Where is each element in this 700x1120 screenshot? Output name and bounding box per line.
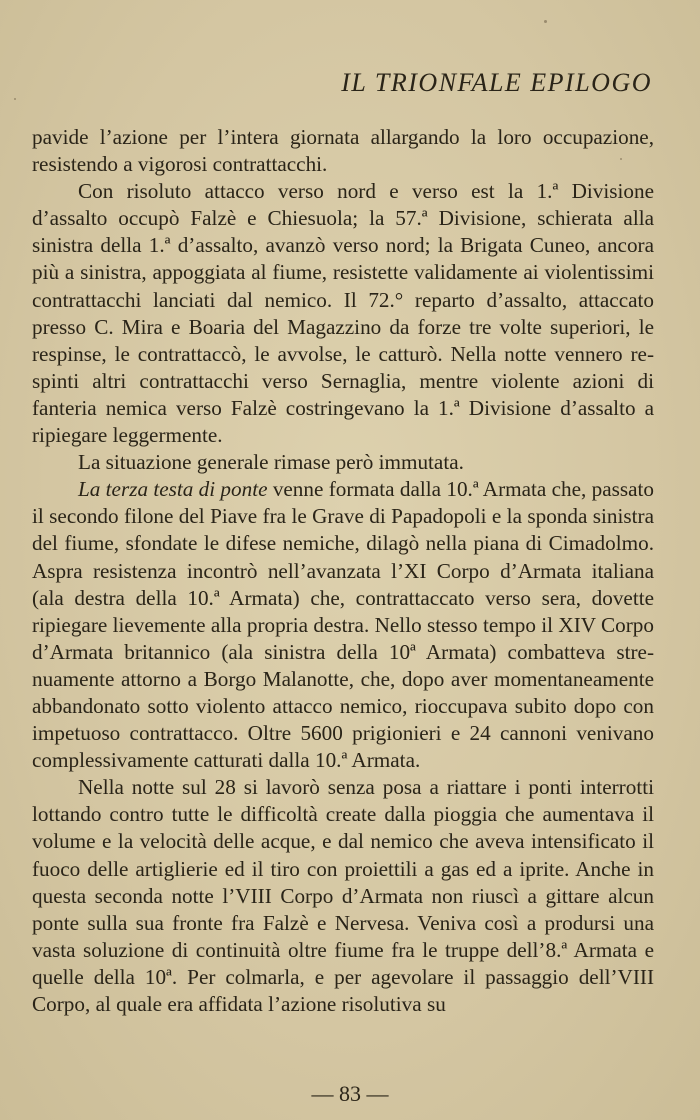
paragraph-4 <box>32 476 654 774</box>
paragraph-1: pavide l’azione per l’intera giornata allargando la loro occupazione, resistendo a vigorosi contrattacchi. <box>32 125 654 177</box>
body-text <box>32 124 654 1018</box>
paragraph-4-text: venne formata dalla 10.ª Armata che, passato il secondo filone del Piave fra le Grave di Papadopoli e la sponda sinistra del fiume, sfondate le difese nemiche, dilagò nella piana di Cimadolmo. Aspra resistenza incontrò nell’avanzata l’XI Corpo d’Armata italiana (ala destra della 10.ª Armata) che, contrattaccato verso sera, dovette ripiegare lievemente alla propria destra. Nello stesso tempo il XIV Corpo d’Armata britannico (ala sinistra della 10ª Armata) combatteva strenuamente attorno a Borgo Malanotte, che, dopo aver momentaneamente abbandonato sotto violento attacco nemico, rioccupava subito dopo con impetuoso contrattacco. Oltre 5600 prigionieri e 24 cannoni venivano complessivamente catturati dalla 10.ª Armata. <box>32 477 655 773</box>
paper-speck <box>14 98 16 100</box>
running-header: IL TRIONFALE EPILOGO <box>341 68 652 97</box>
paragraph-4-italic-lead: La terza testa di ponte <box>78 477 268 502</box>
paragraph-2: Con risoluto attacco verso nord e verso est la 1.ª Divisione d’assalto occupò Falzè e Chiesuola; la 57.ª Divisione, schierata alla sinistra della 1.ª d’assalto, avanzò verso nord; la Brigata Cuneo, ancora più a sinistra, appoggiata al fiume, resistette validamente ai violentissimi contrattacchi lanciati dal nemico. Il 72.° reparto d’assalto, attaccato presso C. Mira e Boaria del Magazzino da forze tre volte superiori, le respinse, le contrattaccò, le avvolse, le catturò. Nella notte vennero respinti altri contrattacchi verso Sernaglia, mentre violente azioni di fanteria nemica verso Falzè costringevano la 1.ª Divisione d’assalto a ripiegare leggermente. <box>32 179 654 448</box>
paragraph-5: Nella notte sul 28 si lavorò senza posa a riattare i ponti interrotti lottando contro tutte le difficoltà create dalla pioggia che aumentava il volume e la velocità delle acque, e dal nemico che aveva intensificato il fuoco delle artiglierie ed il tiro con proiettili a gas ed a iprite. Anche in questa seconda notte l’VIII Corpo d’Armata non riuscì a gittare alcun ponte sulla sua fronte fra Falzè e Nervesa. Veniva così a prodursi una vasta soluzione di continuità oltre fiume fra le truppe dell’8.ª Armata e quelle della 10ª. Per colmarla, e per agevolare il passaggio dell’VIII Corpo, al quale era affidata l’azione risolutiva su <box>32 775 654 1016</box>
paper-speck <box>544 20 547 23</box>
page-number: — 83 — <box>311 1081 389 1106</box>
paper-speck <box>620 158 622 160</box>
paragraph-3: La situazione generale rimase però immutata. <box>78 450 464 475</box>
